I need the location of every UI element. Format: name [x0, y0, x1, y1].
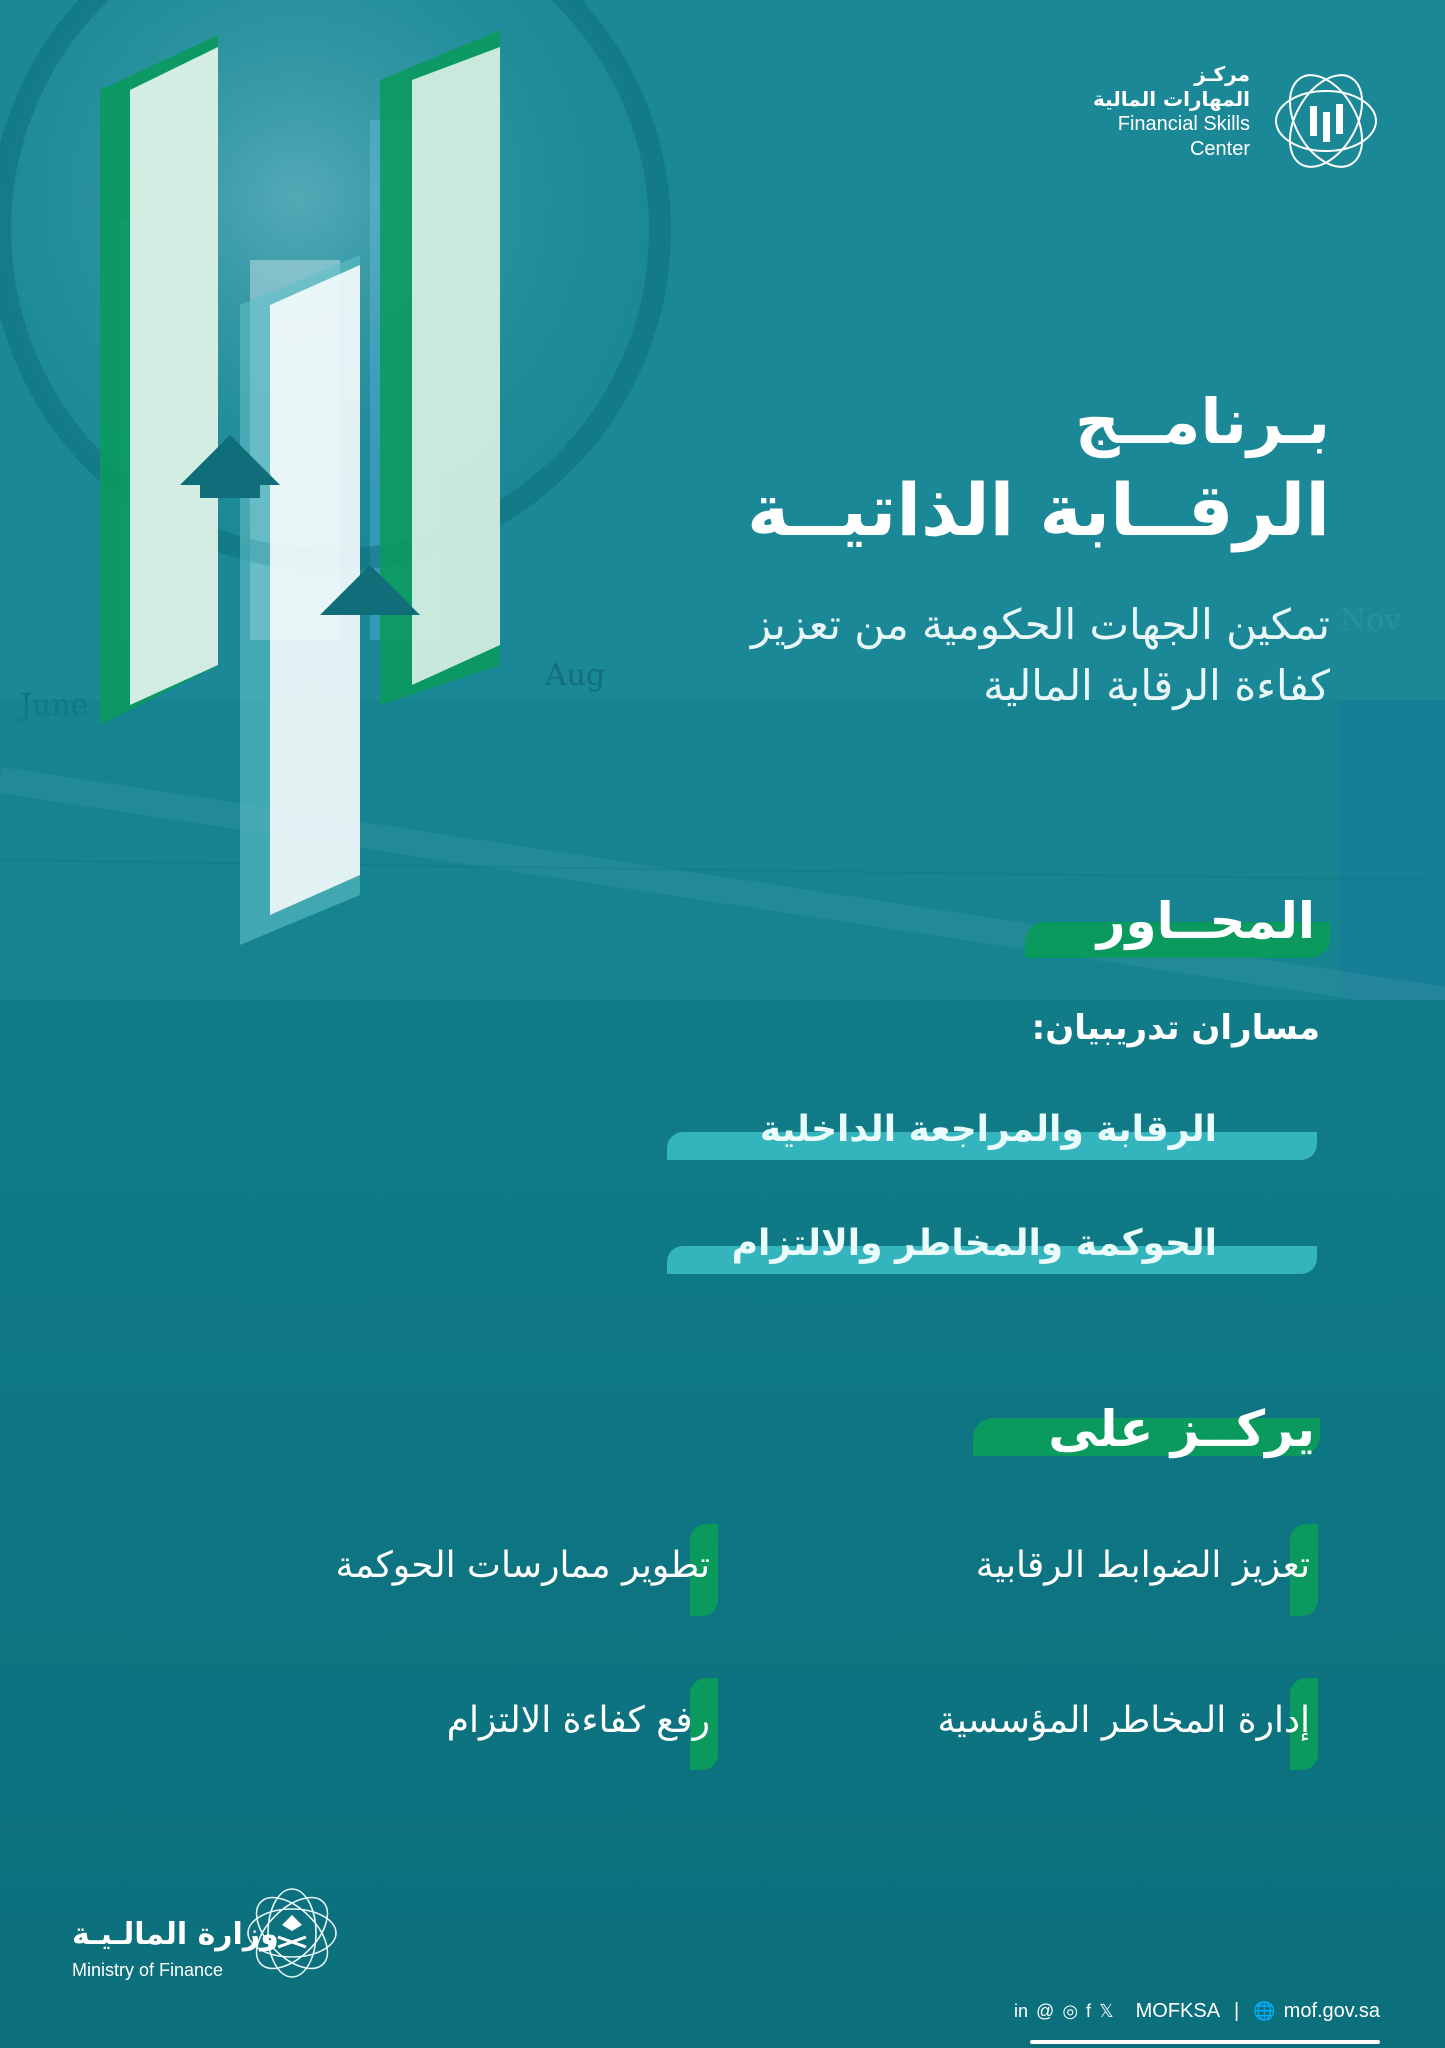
linkedin-icon[interactable]: in [1014, 2001, 1029, 2021]
fsc-name-ar-line1: مركـز [1194, 62, 1250, 86]
tracks-intro: مساران تدريبيان: [1031, 1008, 1320, 1048]
track-label: الحوكمة والمخاطر والالتزام [731, 1223, 1217, 1264]
track-label: الرقابة والمراجعة الداخلية [759, 1109, 1217, 1150]
threads-icon[interactable]: @ [1036, 2001, 1055, 2021]
program-label: بـرنامــج [1074, 385, 1330, 458]
bg-label-nov: Nov [1340, 603, 1402, 638]
fsc-name-en-line2: Center [1189, 138, 1250, 160]
instagram-icon[interactable]: ◎ [1062, 2001, 1079, 2021]
subtitle-line-1: تمكين الجهات الحكومية من تعزيز [750, 600, 1330, 649]
focus-heading: يركــز على [1048, 1400, 1315, 1458]
program-title: الرقــابة الذاتيــة [747, 468, 1330, 552]
focus-item: رفع كفاءة الالتزام [446, 1700, 710, 1741]
facebook-icon[interactable]: f [1086, 2001, 1092, 2021]
mof-name-en: Ministry of Finance [72, 1960, 224, 1980]
mof-name-ar: وزارة المالـيـة [72, 1917, 279, 1952]
focus-item: تعزيز الضوابط الرقابية [975, 1545, 1310, 1586]
fsc-logo-text [990, 62, 1250, 162]
axes-heading: المحــاور [1096, 892, 1315, 950]
subtitle-line-2: كفاءة الرقابة المالية [983, 660, 1330, 710]
fsc-name-en-line1: Financial Skills [1117, 113, 1250, 135]
footer-separator: | [1234, 2000, 1240, 2022]
website-link[interactable]: mof.gov.sa [1283, 2000, 1380, 2022]
focus-item: تطوير ممارسات الحوكمة [335, 1545, 710, 1586]
track-item [667, 1216, 1317, 1274]
home-indicator [1030, 2040, 1380, 2044]
globe-icon: 🌐 [1253, 2001, 1276, 2021]
track-item [667, 1102, 1317, 1160]
footer-contact [1014, 2000, 1380, 2023]
fsc-logo-icon [1270, 68, 1382, 174]
fsc-name-ar-line2: المهارات المالية [1092, 87, 1250, 111]
social-handle[interactable]: MOFKSA [1135, 2000, 1221, 2022]
emblem-graphic [90, 25, 510, 955]
program-subtitle [610, 595, 1330, 717]
bg-label-aug: Aug [545, 658, 606, 693]
focus-item: إدارة المخاطر المؤسسية [937, 1700, 1310, 1741]
x-icon[interactable]: 𝕏 [1099, 2001, 1114, 2021]
